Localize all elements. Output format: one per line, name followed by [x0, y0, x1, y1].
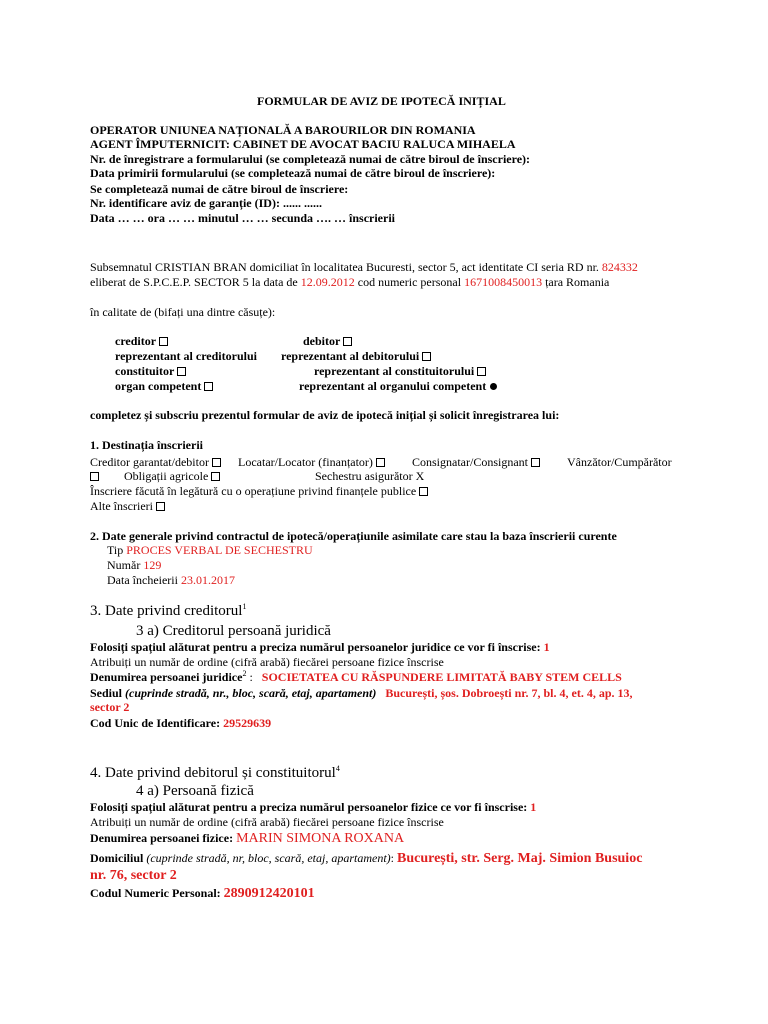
opt-vanzator-box-line	[90, 469, 99, 483]
opt-finante: Înscriere făcută în legătură cu o operațiune privind finanțele publice	[90, 484, 428, 498]
ci-number: 824332	[601, 260, 638, 274]
se-completeaza-line: Se completează numai de către biroul de înscriere:	[90, 182, 349, 196]
opt-sechestru: Sechestru asigurător X	[315, 469, 425, 483]
checkbox-alte[interactable]	[156, 502, 165, 511]
opt-obligatii: Obligații agricole	[124, 469, 220, 483]
cnp-label: cod numeric personal	[357, 275, 462, 289]
section3-heading: 3. Date privind creditorul$^1$	[90, 602, 247, 619]
eliberat-text: eliberat de S.P.C.E.P. SECTOR 5 la data de	[90, 275, 298, 289]
checkbox-debitor[interactable]	[343, 337, 352, 346]
domiciliul-value-cont: nr. 76, sector 2	[90, 868, 177, 883]
completez-line: completez și subscriu prezentul formular de aviz de ipotecă inițial și solicit înregistrarea lui:	[90, 408, 560, 422]
cui-value: 29529639	[223, 716, 272, 730]
sediul-line: Sediul (cuprinde stradă, nr., bloc, scară, etaj, apartament) București, șos. Dobroești nr. 7, bl. 4, et. 4, ap. 13,	[90, 686, 633, 700]
subsemnatul-line2	[90, 275, 609, 289]
section4-folositi-value: 1	[530, 800, 537, 814]
opt-locatar: Locatar/Locator (finanțator)	[238, 455, 385, 469]
opt-alte: Alte înscrieri	[90, 499, 165, 513]
role-organ: organ competent	[115, 379, 213, 393]
sediul-hint: (cuprinde stradă, nr., bloc, scară, etaj, apartament)	[125, 686, 377, 700]
operator-line: OPERATOR UNIUNEA NAȚIONALĂ A BAROURILOR DIN ROMANIA	[90, 123, 476, 137]
section4-folositi: Folosiți spațiul alăturat pentru a preciza numărul persoanelor fizice ce vor fi înscrise: 1	[90, 800, 537, 814]
role-rep-debitor: reprezentant al debitorului	[281, 349, 431, 363]
checkbox-rep-debitor[interactable]	[422, 352, 431, 361]
form-title: FORMULAR DE AVIZ DE IPOTECĂ INIȚIAL	[257, 94, 506, 108]
role-rep-organ: reprezentant al organului competent	[299, 379, 497, 393]
section4-atribuiti: Atribuiți un număr de ordine (cifră arabă) fiecărei persoane fizice înscrise	[90, 815, 444, 829]
data-primirii-line: Data primirii formularului (se completează numai de către biroul de înscriere):	[90, 166, 496, 180]
section2-heading: 2. Date generale privind contractul de ipotecă/operațiunile asimilate care stau la baza înscrierii curente	[90, 529, 617, 543]
cnp-pf-value: 2890912420101	[223, 886, 315, 901]
domiciliul-line: Domiciliul (cuprinde stradă, nr, bloc, scară, etaj, apartament): București, str. Serg. Maj. Simion Busuioc	[90, 851, 643, 866]
checkbox-organ[interactable]	[204, 382, 213, 391]
numar-value: 129	[143, 558, 162, 572]
subsemnatul-line1	[90, 260, 638, 274]
sediul-value-cont: sector 2	[90, 700, 130, 714]
role-constituitor: constituitor	[115, 364, 186, 378]
domiciliul-value: București, str. Serg. Maj. Simion Busuioc	[397, 851, 643, 866]
sediul-value: București, șos. Dobroești nr. 7, bl. 4, et. 4, ap. 13,	[385, 686, 633, 700]
subsemnatul-text: Subsemnatul CRISTIAN BRAN domiciliat în localitatea Bucuresti, sector 5, act identitate CI seria RD nr.	[90, 260, 599, 274]
checkbox-finante[interactable]	[419, 487, 428, 496]
nr-inregistrare-line: Nr. de înregistrare a formularului (se completează numai de către biroul de înscriere):	[90, 152, 531, 166]
data-ora-line: Data … … ora … … minutul … … secunda …. … înscrierii	[90, 211, 395, 225]
checkbox-creditor[interactable]	[159, 337, 168, 346]
section3-atribuiti: Atribuiți un număr de ordine (cifră arabă) fiecărei persoane fizice înscrise	[90, 655, 444, 669]
section4-heading: 4. Date privind debitorul și constituitorul$^4$	[90, 764, 340, 781]
role-rep-constituitor: reprezentant al constituitorului	[314, 364, 486, 378]
opt-consignatar: Consignatar/Consignant	[412, 455, 540, 469]
data-incheierii-value: 23.01.2017	[180, 573, 235, 587]
checkbox-creditor-garantat[interactable]	[212, 458, 221, 467]
opt-vanzator: Vânzător/Cumpărător	[567, 455, 672, 469]
cui-line: Cod Unic de Identificare: 29529639	[90, 716, 272, 730]
tip-line: Tip PROCES VERBAL DE SECHESTRU	[107, 543, 313, 557]
checkbox-consignatar[interactable]	[531, 458, 540, 467]
checkbox-locatar[interactable]	[376, 458, 385, 467]
nr-identificare-line: Nr. identificare aviz de garanție (ID): ...... ......	[90, 196, 322, 210]
denumire-pf-value: MARIN SIMONA ROXANA	[236, 831, 405, 846]
checkbox-vanzator[interactable]	[90, 472, 99, 481]
section4-sub: 4 a) Persoană fizică	[136, 783, 254, 799]
cnp-value: 1671008450013	[464, 275, 543, 289]
section3-folositi: Folosiți spațiul alăturat pentru a preciza numărul persoanelor juridice ce vor fi înscrise: 1	[90, 640, 550, 654]
eliberat-date: 12.09.2012	[300, 275, 355, 289]
section3-folositi-value: 1	[543, 640, 550, 654]
section3-sub: 3 a) Creditorul persoană juridică	[136, 623, 331, 639]
denumire-pj-line: Denumirea persoanei juridice$^2$ : SOCIETATEA CU RĂSPUNDERE LIMITATĂ BABY STEM CELLS	[90, 669, 622, 684]
cnp-pf-line: Codul Numeric Personal: 2890912420101	[90, 886, 315, 901]
tip-value: PROCES VERBAL DE SECHESTRU	[126, 543, 313, 557]
checkbox-obligatii[interactable]	[211, 472, 220, 481]
role-creditor: creditor	[115, 334, 168, 348]
denumire-pf-line: Denumirea persoanei fizice: MARIN SIMONA ROXANA	[90, 831, 405, 846]
domiciliul-hint: (cuprinde stradă, nr, bloc, scară, etaj, apartament)	[146, 851, 391, 865]
agent-line: AGENT ÎMPUTERNICIT: CABINET DE AVOCAT BACIU RALUCA MIHAELA	[90, 137, 516, 151]
calitate-line: în calitate de (bifați una dintre căsuțe):	[90, 305, 276, 319]
checked-dot-rep-organ[interactable]	[490, 383, 497, 390]
denumire-pj-value: SOCIETATEA CU RĂSPUNDERE LIMITATĂ BABY STEM CELLS	[261, 670, 622, 684]
role-debitor: debitor	[303, 334, 352, 348]
checkbox-rep-constituitor[interactable]	[477, 367, 486, 376]
tara-text: țara Romania	[545, 275, 610, 289]
numar-line: Număr 129	[107, 558, 162, 572]
opt-creditor: Creditor garantat/debitor	[90, 455, 221, 469]
checkbox-constituitor[interactable]	[177, 367, 186, 376]
data-incheierii-line: Data încheierii 23.01.2017	[107, 573, 235, 587]
section1-heading: 1. Destinația înscrierii	[90, 438, 203, 452]
role-rep-creditor: reprezentant al creditorului	[115, 349, 257, 363]
